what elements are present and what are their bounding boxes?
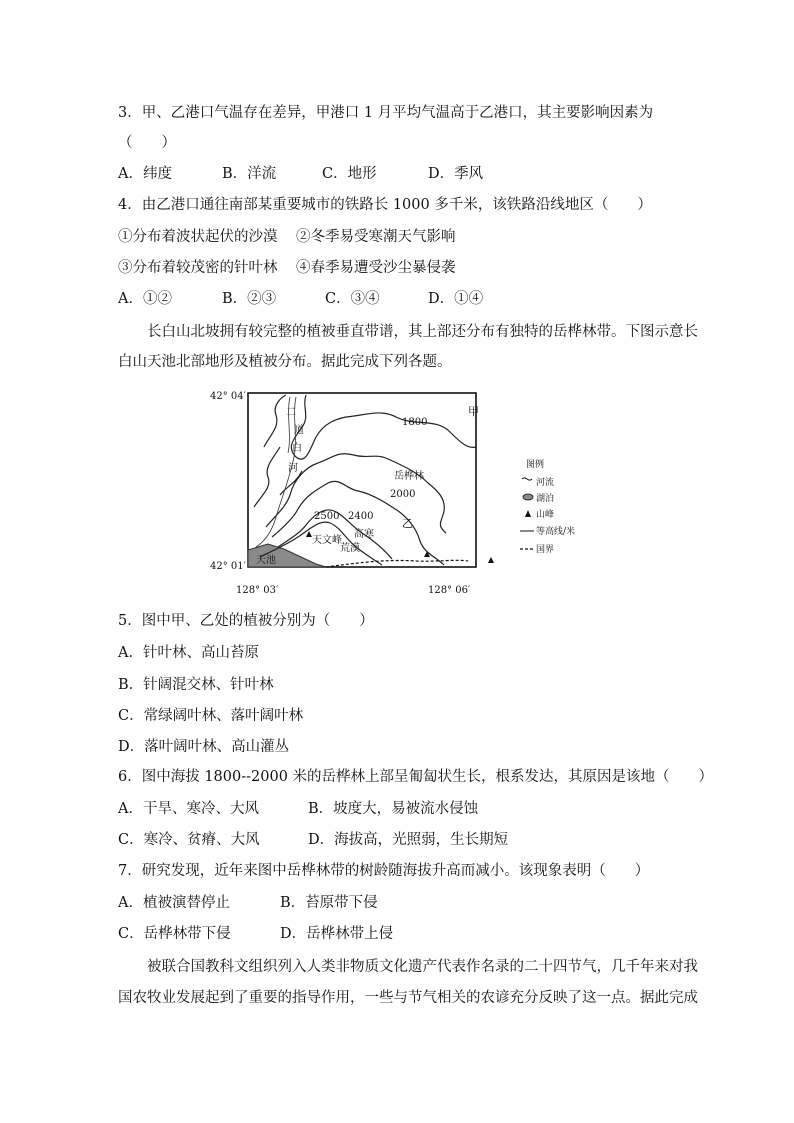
legend-river: 河流 bbox=[536, 478, 555, 488]
q6-option-c: C．寒冷、贫瘠、大风 bbox=[118, 832, 260, 848]
q3-option-b: B．洋流 bbox=[222, 166, 277, 182]
passage2-line2: 国农牧业发展起到了重要的指导作用，一些与节气相关的农谚充分反映了这一点。据此完成 bbox=[118, 990, 698, 1006]
q6-option-b: B．坡度大，易被流水侵蚀 bbox=[308, 801, 479, 817]
river-name-1: 二 bbox=[286, 407, 296, 418]
map-frame bbox=[248, 393, 476, 567]
q5-option-a: A．针叶林、高山苔原 bbox=[118, 645, 259, 661]
contour-label-2400: 2400 bbox=[348, 511, 374, 522]
legend-river-icon bbox=[522, 478, 532, 480]
legend-peak: 山峰 bbox=[536, 510, 555, 520]
border-line bbox=[326, 560, 468, 567]
map-svg bbox=[206, 387, 576, 602]
q7-option-b: B．苔原带下侵 bbox=[280, 895, 378, 911]
q4-item-3: ③分布着较茂密的针叶林 bbox=[118, 260, 278, 276]
river-name-2: 道 bbox=[294, 425, 304, 436]
q7-option-a: A．植被演替停止 bbox=[118, 895, 230, 911]
q5-stem: 5．图中甲、乙处的植被分别为（ ） bbox=[118, 613, 374, 629]
map-legend bbox=[520, 458, 575, 555]
q3-option-d: D．季风 bbox=[428, 166, 484, 182]
contour-label-2500: 2500 bbox=[314, 511, 340, 522]
contour-west-mid bbox=[254, 447, 280, 507]
contour-1800 bbox=[291, 395, 476, 459]
q7-option-c: C．岳桦林带下侵 bbox=[118, 926, 231, 942]
q4-stem: 4．由乙港口通往南部某重要城市的铁路长 1000 多千米，该铁路沿线地区（ ） bbox=[118, 197, 652, 213]
q5-option-b: B．针阔混交林、针叶林 bbox=[118, 677, 274, 693]
q6-option-d: D．海拔高，光照弱，生长期短 bbox=[308, 832, 509, 848]
passage1-line1: 长白山北坡拥有较完整的植被垂直带谱，其上部还分布有独特的岳桦林带。下图示意长 bbox=[147, 324, 698, 340]
q3-option-c: C．地形 bbox=[322, 166, 377, 182]
q5-option-d: D．落叶阔叶林、高山灌丛 bbox=[118, 739, 290, 755]
passage1-line2: 白山天池北部地形及植被分布。据此完成下列各题。 bbox=[118, 354, 452, 370]
q3-stem: 3．甲、乙港口气温存在差异，甲港口 1 月平均气温高于乙港口，其主要影响因素为 bbox=[118, 105, 654, 121]
legend-lake: 湖泊 bbox=[536, 494, 555, 504]
label-yi: 乙 bbox=[402, 517, 413, 530]
legend-lake-icon bbox=[523, 494, 533, 500]
river-name-4: 河 bbox=[288, 463, 298, 474]
river-name-3: 白 bbox=[292, 443, 302, 454]
q5-option-c: C．常绿阔叶林、落叶阔叶林 bbox=[118, 708, 304, 724]
q4-option-d: D．①④ bbox=[428, 291, 484, 307]
passage2-line1: 被联合国教科文组织列入人类非物质文化遗产代表作名录的二十四节气，几千年来对我 bbox=[147, 959, 698, 975]
changbaishan-map bbox=[206, 387, 576, 602]
lat-top-label: 42° 04′ bbox=[210, 391, 246, 402]
q7-stem: 7．研究发现，近年来图中岳桦林带的树龄随海拔升高而减小。该现象表明（ ） bbox=[118, 863, 650, 879]
legend-peak-icon bbox=[525, 510, 531, 517]
contour-label-2000: 2000 bbox=[390, 489, 416, 500]
legend-title: 图例 bbox=[526, 460, 545, 470]
q4-item-1: ①分布着波状起伏的沙漠 bbox=[118, 229, 278, 245]
q4-option-a: A．①② bbox=[118, 291, 172, 307]
q7-option-d: D．岳桦林带上侵 bbox=[280, 926, 394, 942]
q3-paren: （ ） bbox=[118, 135, 176, 151]
label-jia: 甲 bbox=[468, 405, 479, 418]
contour-west-upper bbox=[264, 395, 286, 447]
lon-right-label: 128° 06′ bbox=[428, 585, 471, 596]
desert-label-2: 荒漠 bbox=[340, 543, 360, 554]
river-branch-1 bbox=[288, 397, 290, 453]
q4-option-b: B．②③ bbox=[222, 291, 277, 307]
peak-label-tianwenfeng: 天文峰 bbox=[312, 535, 342, 546]
lake-label: 天池 bbox=[256, 555, 276, 566]
q4-item-4: ④春季易遭受沙尘暴侵袭 bbox=[296, 260, 456, 276]
legend-border: 国界 bbox=[536, 545, 555, 555]
desert-label-1: 高寒 bbox=[354, 529, 374, 540]
q3-option-a: A．纬度 bbox=[118, 166, 172, 182]
legend-contour: 等高线/米 bbox=[536, 527, 576, 537]
peak-marker-2 bbox=[488, 557, 494, 563]
contour-label-1800: 1800 bbox=[402, 417, 428, 428]
lon-left-label: 128° 03′ bbox=[236, 585, 279, 596]
q4-option-c: C．③④ bbox=[325, 291, 380, 307]
q6-option-a: A．干旱、寒冷、大风 bbox=[118, 801, 259, 817]
lat-bottom-label: 42° 01′ bbox=[210, 561, 246, 572]
q4-item-2: ②冬季易受寒潮天气影响 bbox=[296, 229, 456, 245]
forest-label: 岳桦林 bbox=[394, 471, 424, 482]
q6-stem: 6．图中海拔 1800--2000 米的岳桦林上部呈匍匐状生长，根系发达，其原因是该地（ ） bbox=[118, 769, 714, 785]
